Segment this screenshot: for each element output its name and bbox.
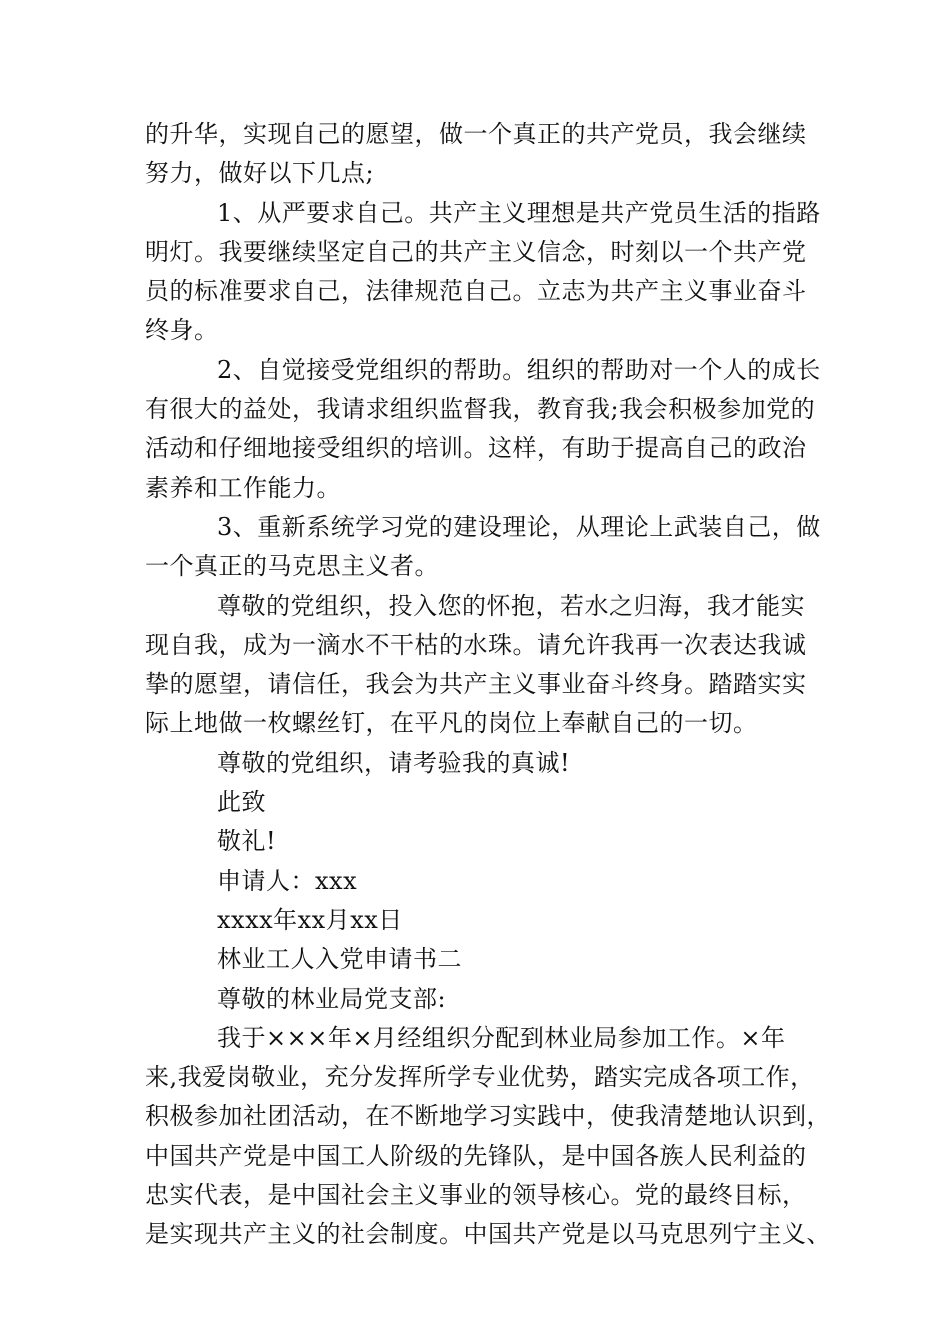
text-line: 际上地做一枚螺丝钉，在平凡的岗位上奉献自己的一切。 [145,709,758,738]
text-line: 有很大的益处，我请求组织监督我，教育我;我会积极参加党的 [145,395,816,424]
text-line: xxxx年xx月xx日 [217,905,403,934]
text-line: 努力，做好以下几点; [145,159,375,188]
text-line: 活动和仔细地接受组织的培训。这样，有助于提高自己的政治 [145,434,807,463]
text-line: 林业工人入党申请书二 [217,945,462,974]
text-line: 此致 [217,788,266,817]
text-line: 3、重新系统学习党的建设理论，从理论上武装自己，做 [217,512,821,541]
text-line: 我于×××年×月经组织分配到林业局参加工作。×年 [217,1023,786,1052]
text-line: 积极参加社团活动，在不断地学习实践中，使我清楚地认识到， [145,1102,831,1131]
text-line: 尊敬的党组织，请考验我的真诚! [217,748,571,777]
text-line: 忠实代表，是中国社会主义事业的领导核心。党的最终目标， [145,1181,807,1210]
text-line: 素养和工作能力。 [145,473,341,502]
text-line: 2、自觉接受党组织的帮助。组织的帮助对一个人的成长 [217,355,821,384]
text-line: 1、从严要求自己。共产主义理想是共产党员生活的指路 [217,198,821,227]
document-body [145,115,831,1255]
text-line: 挚的愿望，请信任，我会为共产主义事业奋斗终身。踏踏实实 [145,670,807,699]
text-line: 现自我，成为一滴水不干枯的水珠。请允许我再一次表达我诚 [145,630,807,659]
text-line: 尊敬的党组织，投入您的怀抱，若水之归海，我才能实 [217,591,805,620]
text-line: 终身。 [145,316,219,345]
text-line: 中国共产党是中国工人阶级的先锋队，是中国各族人民利益的 [145,1141,807,1170]
text-line: 敬礼! [217,827,277,856]
text-line: 申请人：xxx [217,866,358,895]
text-line: 一个真正的马克思主义者。 [145,552,439,581]
text-line: 尊敬的林业局党支部: [217,984,447,1013]
text-line: 明灯。我要继续坚定自己的共产主义信念，时刻以一个共产党 [145,237,807,266]
text-line: 员的标准要求自己，法律规范自己。立志为共产主义事业奋斗 [145,277,807,306]
text-line: 来,我爱岗敬业，充分发挥所学专业优势，踏实完成各项工作， [145,1063,815,1092]
text-line: 的升华，实现自己的愿望，做一个真正的共产党员，我会继续 [145,120,807,148]
text-line: 是实现共产主义的社会制度。中国共产党是以马克思列宁主义、 [145,1220,831,1249]
